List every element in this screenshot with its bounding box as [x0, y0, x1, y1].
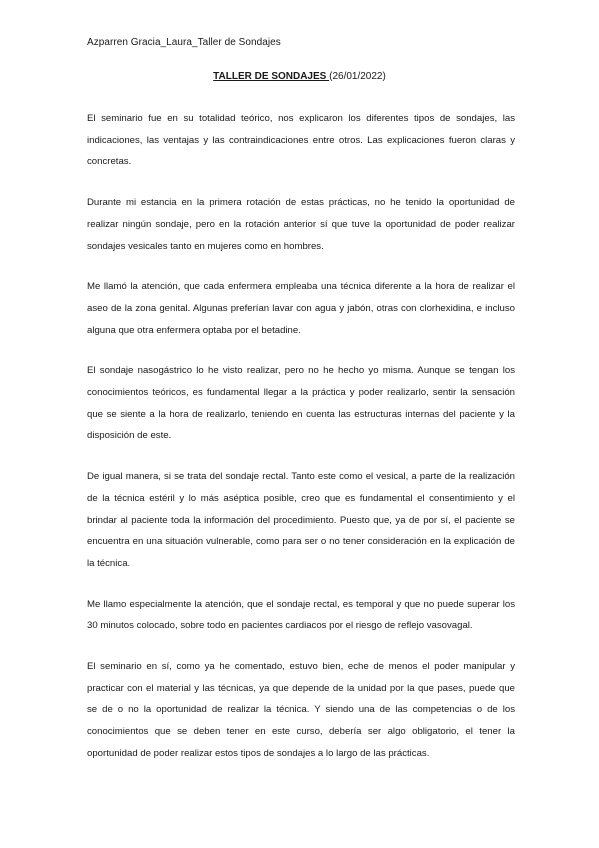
- paragraph: Me llamó la atención, que cada enfermera empleaba una técnica diferente a la hora de realizar el aseo de la zona genital. Algunas preferían lavar con agua y jabón, otras con clorhexidina, e incluso alguna que otra enfermera optaba por el betadine.: [87, 281, 515, 336]
- paragraph: Durante mi estancia en la primera rotación de estas prácticas, no he tenido la oportunidad de realizar ningún sondaje, pero en la rotación anterior sí que tuve la oportunidad de poder realizar sondajes vesicales tanto en mujeres como en hombres.: [87, 197, 515, 252]
- document-header: Azparren Gracia_Laura_Taller de Sondajes: [87, 37, 281, 48]
- paragraph: El sondaje nasogástrico lo he visto realizar, pero no he hecho yo misma. Aunque se tengan los conocimientos teóricos, es fundamental llegar a la práctica y poder realizarlo, sentir la sensación que se siente a la hora de realizarlo, teniendo en cuenta las estructuras internas del paciente y la disposición de este.: [87, 365, 515, 442]
- document-title: [0, 71, 599, 82]
- paragraph: Me llamo especialmente la atención, que el sondaje rectal, es temporal y que no puede superar los 30 minutos colocado, sobre todo en pacientes cardiacos por el riesgo de reflejo vasovagal.: [87, 598, 515, 632]
- paragraph: El seminario en sí, como ya he comentado, estuvo bien, eche de menos el poder manipular y practicar con el material y las técnicas, ya que depende de la unidad por la que pases, puede que se de o no la oportunidad de realizar la técnica. Y siendo una de las competencias o de los conocimientos que se deben tener en este curso, debería ser algo obligatorio, el tener la oportunidad de poder realizar estos tipos de sondajes a lo largo de las prácticas.: [87, 661, 515, 759]
- paragraph: El seminario fue en su totalidad teórico, nos explicaron los diferentes tipos de sondajes, las indicaciones, las ventajas y las contraindicaciones entre otros. Las explicaciones fueron claras y concretas.: [87, 113, 515, 168]
- title-date: (26/01/2022): [329, 71, 386, 82]
- paragraph: De igual manera, si se trata del sondaje rectal. Tanto este como el vesical, a parte de la realización de la técnica estéril y lo más aséptica posible, creo que es fundamental el consentimiento y el brindar al paciente toda la información del procedimiento. Puesto que, ya de por sí, el paciente se encuentra en una situación vulnerable, como para ser o no tener consideración en la explicación de la técnica.: [87, 471, 515, 569]
- document-body: [87, 108, 515, 784]
- title-text: TALLER DE SONDAJES: [213, 71, 330, 82]
